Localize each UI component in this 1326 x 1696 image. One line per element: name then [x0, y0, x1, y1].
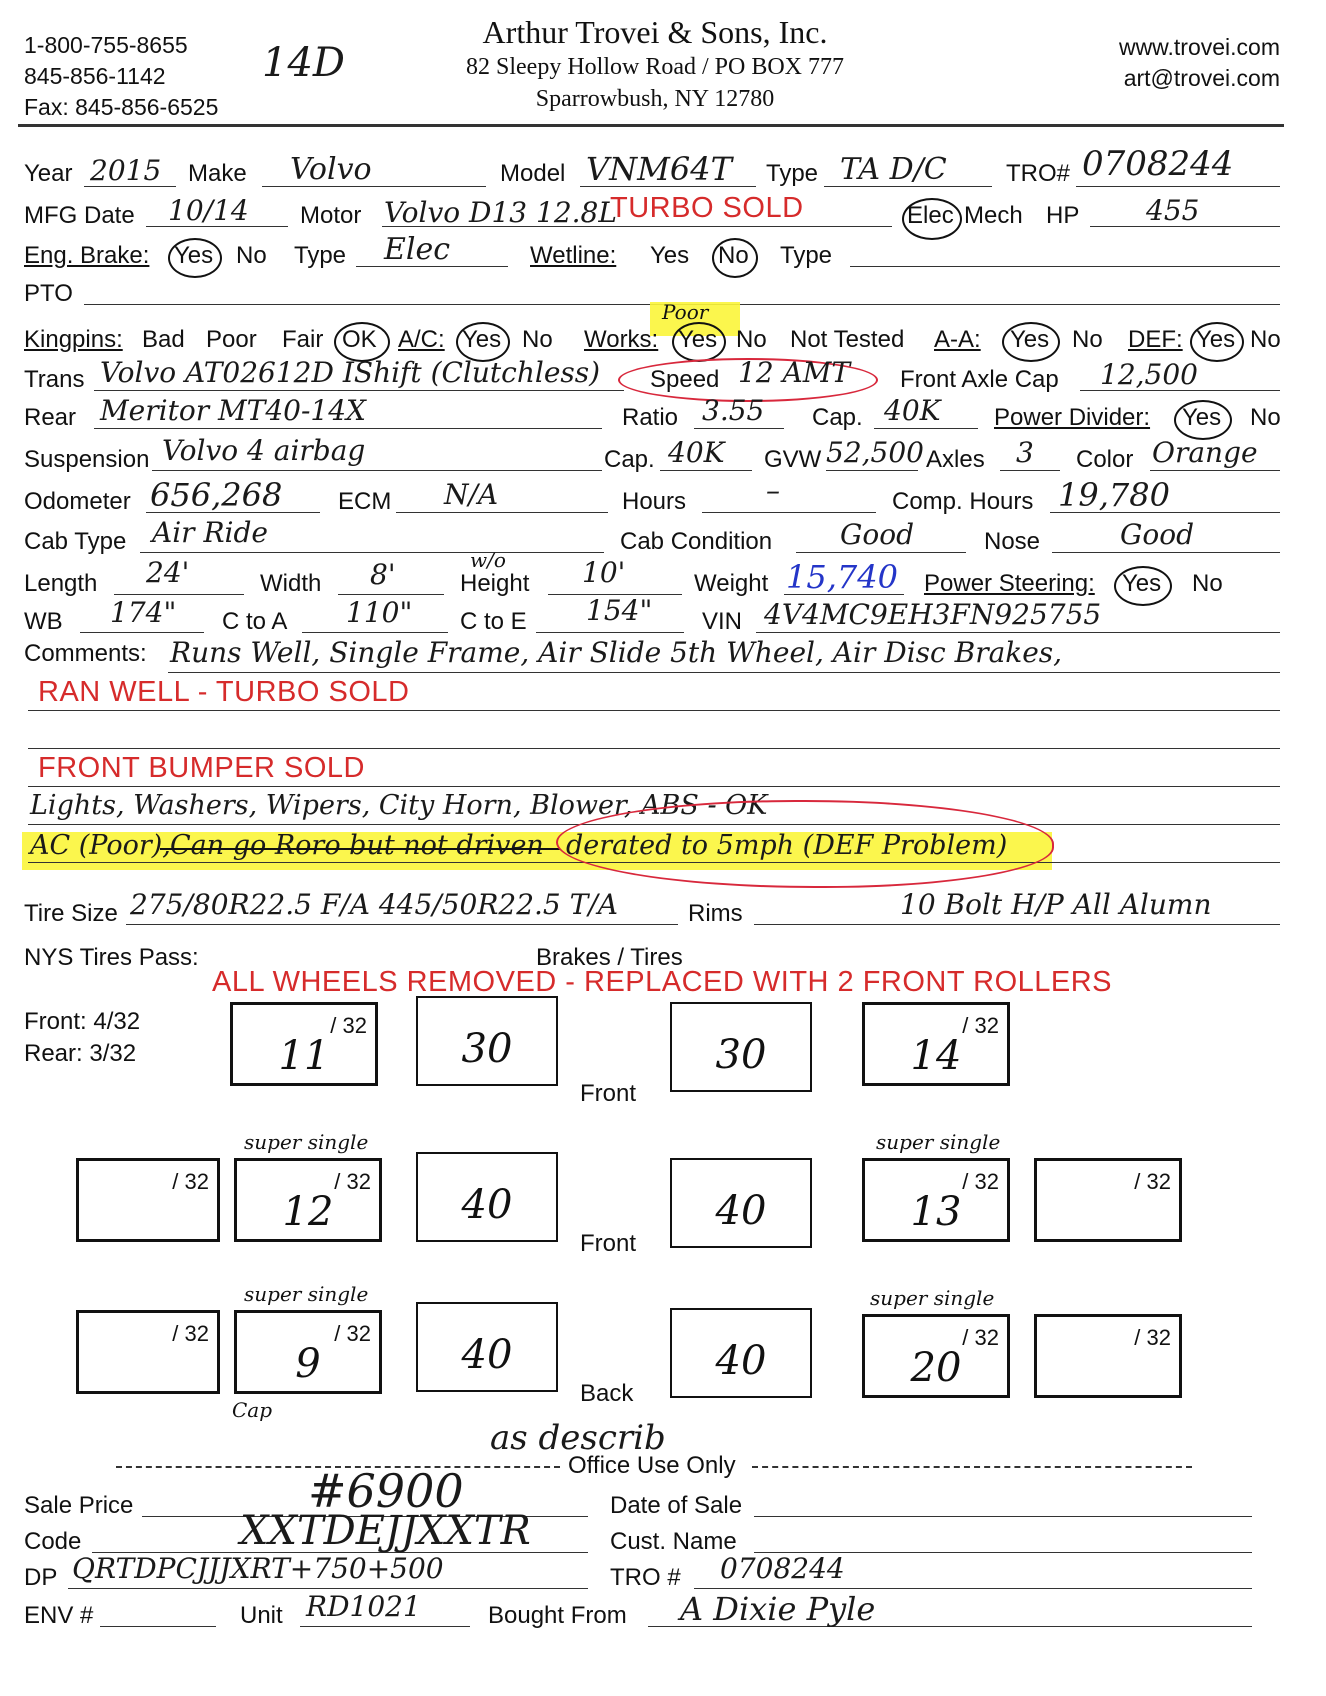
tire-frac: / 32 — [962, 1325, 999, 1350]
super-single-note-1: super single — [244, 1130, 369, 1154]
works-yes: Yes — [678, 326, 718, 353]
length-label: Length — [24, 570, 98, 597]
brake-box-mid-right — [670, 1158, 812, 1248]
gvw-line — [826, 470, 918, 471]
c-to-e-line — [536, 632, 684, 633]
env-line — [100, 1626, 216, 1627]
brake-value: 40 — [715, 1338, 767, 1384]
nose-value: Good — [1120, 518, 1195, 551]
ecm-label: ECM — [338, 488, 392, 515]
office-use-label: Office Use Only — [568, 1452, 736, 1479]
year-value: 2015 — [90, 154, 162, 187]
tire-value: 20 — [910, 1345, 962, 1391]
length-value: 24' — [146, 556, 190, 589]
motor-label: Motor — [300, 202, 362, 229]
works-label: Works: — [584, 326, 659, 353]
comments-line-3 — [28, 748, 1280, 749]
weight-label: Weight — [694, 570, 769, 597]
mfg-date-label: MFG Date — [24, 202, 135, 229]
trans-label: Trans — [24, 366, 85, 393]
make-label: Make — [188, 160, 247, 187]
ac-yes: Yes — [462, 326, 502, 353]
wetline-type-line — [850, 266, 1280, 267]
strikethrough-line — [160, 848, 560, 850]
rear-cap-line — [874, 428, 978, 429]
odometer-label: Odometer — [24, 488, 131, 515]
ac-no: No — [522, 326, 553, 353]
vin-label: VIN — [702, 608, 743, 635]
cab-type-value: Air Ride — [152, 516, 268, 549]
color-line — [1150, 470, 1280, 471]
phone-1: 1-800-755-8655 — [24, 32, 188, 58]
tire-value: 9 — [295, 1341, 321, 1387]
mech-label: Mech — [964, 202, 1023, 229]
rear-cap-value: 40K — [884, 394, 941, 427]
dp-label: DP — [24, 1564, 58, 1591]
cab-type-line — [140, 552, 604, 553]
hours-label: Hours — [622, 488, 687, 515]
tire-box-rear-inner-right — [862, 1314, 1010, 1398]
kingpins-poor: Poor — [206, 326, 257, 353]
c-to-e-value: 154" — [586, 594, 653, 627]
brake-box-rear-right — [670, 1308, 812, 1398]
brake-value: 40 — [715, 1188, 767, 1234]
power-steering-no: No — [1192, 570, 1223, 597]
tire-frac: / 32 — [1134, 1169, 1171, 1194]
brake-value: 30 — [461, 1026, 513, 1072]
wb-line — [80, 632, 204, 633]
fax: Fax: 845-856-6525 — [24, 94, 219, 120]
height-value: 10' — [582, 556, 626, 589]
kingpins-label: Kingpins: — [24, 326, 123, 353]
type-label: Type — [766, 160, 819, 187]
trans-line — [94, 390, 624, 391]
comments-front-bumper: FRONT BUMPER SOLD — [38, 752, 366, 784]
office-dash-right — [752, 1466, 1192, 1468]
comments-ac-poor: AC (Poor), — [30, 830, 171, 861]
power-divider-no: No — [1250, 404, 1281, 431]
bought-from-value: A Dixie Pyle — [680, 1590, 876, 1628]
company-name: Arthur Trovei & Sons, Inc. — [482, 14, 828, 50]
odometer-value: 656,268 — [150, 476, 283, 514]
tire-frac: / 32 — [172, 1321, 209, 1346]
header-rule — [18, 124, 1284, 127]
model-label: Model — [500, 160, 566, 187]
rear-value: Meritor MT40-14X — [100, 394, 366, 427]
cab-type-label: Cab Type — [24, 528, 127, 555]
tire-frac: / 32 — [334, 1169, 371, 1194]
motor-value: Volvo D13 12.8L — [384, 196, 617, 229]
tire-box-mid-inner-left — [234, 1158, 382, 1242]
year-label: Year — [24, 160, 73, 187]
rims-value: 10 Bolt H/P All Alumn — [900, 888, 1212, 921]
susp-cap-value: 40K — [668, 436, 725, 469]
width-label: Width — [260, 570, 322, 597]
kingpins-ok: OK — [342, 326, 377, 353]
def-no: No — [1250, 326, 1281, 353]
brake-box-mid-left — [416, 1152, 558, 1242]
front-axle-cap-label: Front Axle Cap — [900, 366, 1059, 393]
c-to-a-value: 110" — [346, 596, 413, 629]
front-label-1: Front — [580, 1080, 637, 1107]
eng-brake-no: No — [236, 242, 267, 269]
nose-label: Nose — [984, 528, 1041, 555]
rear-line — [94, 428, 602, 429]
speed-label: Speed — [650, 366, 720, 393]
works-poor-note: Poor — [662, 300, 709, 324]
rims-line — [754, 924, 1280, 925]
ratio-label: Ratio — [622, 404, 679, 431]
axles-value: 3 — [1016, 436, 1034, 469]
tire-value: 11 — [278, 1033, 330, 1079]
suspension-line — [152, 470, 602, 471]
email: art@trovei.com — [1123, 65, 1280, 91]
power-divider-label: Power Divider: — [994, 404, 1151, 431]
code-value: XXTDEJJXXTR — [240, 1508, 531, 1554]
tire-frac: / 32 — [962, 1169, 999, 1194]
tro2-label: TRO # — [610, 1564, 681, 1591]
suspension-value: Volvo 4 airbag — [162, 434, 366, 467]
eng-brake-label: Eng. Brake: — [24, 242, 150, 269]
cab-condition-value: Good — [840, 518, 915, 551]
vin-line — [756, 632, 1280, 633]
susp-cap-line — [660, 470, 752, 471]
comments-derated: derated to 5mph (DEF Problem) — [566, 830, 1008, 861]
dp-line — [68, 1588, 588, 1589]
mfg-date-value: 10/14 — [168, 194, 249, 227]
works-not-tested: Not Tested — [790, 326, 905, 353]
brake-value: 40 — [461, 1332, 513, 1378]
tire-frac: / 32 — [1134, 1325, 1171, 1350]
brakes-tires-label: Brakes / Tires — [536, 944, 683, 971]
turbo-sold-stamp: TURBO SOLD — [610, 192, 804, 224]
code-label: Code — [24, 1528, 82, 1555]
tire-size-value: 275/80R22.5 F/A 445/50R22.5 T/A — [130, 888, 618, 921]
rims-label: Rims — [688, 900, 743, 927]
weight-value: 15,740 — [786, 558, 898, 596]
brake-box-front-left — [416, 996, 558, 1086]
hours-value: – — [766, 474, 780, 507]
super-single-note-2: super single — [876, 1130, 1001, 1154]
model-value: VNM64T — [586, 150, 732, 188]
suspension-label: Suspension — [24, 446, 150, 473]
as-described-note: as describ — [490, 1418, 666, 1458]
power-steering-yes: Yes — [1122, 570, 1162, 597]
gvw-label: GVW — [764, 446, 822, 473]
company-address-2: Sparrowbush, NY 12780 — [535, 86, 775, 112]
def-label: DEF: — [1128, 326, 1183, 353]
unit-value: RD1021 — [306, 1590, 421, 1623]
cust-name-label: Cust. Name — [610, 1528, 737, 1555]
axles-line — [1000, 470, 1060, 471]
c-to-e-label: C to E — [460, 608, 527, 635]
length-line — [114, 594, 244, 595]
date-of-sale-line — [754, 1516, 1252, 1517]
comments-ran-well: RAN WELL - TURBO SOLD — [38, 676, 410, 708]
comments-lights: Lights, Washers, Wipers, City Horn, Blower, ABS - OK — [30, 790, 768, 821]
nose-line — [1052, 552, 1280, 553]
comments-line-1-text: Runs Well, Single Frame, Air Slide 5th Wheel, Air Disc Brakes, — [170, 636, 1063, 669]
tire-box-mid-outer-left — [76, 1158, 220, 1242]
tro-line — [1076, 186, 1280, 187]
sale-price-value: #6900 — [308, 1464, 464, 1518]
hp-label: HP — [1046, 202, 1080, 229]
tire-box-rear-outer-right — [1034, 1314, 1182, 1398]
wetline-label: Wetline: — [530, 242, 617, 269]
bought-from-label: Bought From — [488, 1602, 627, 1629]
brake-box-rear-left — [416, 1302, 558, 1392]
phone-2: 845-856-1142 — [24, 63, 166, 89]
kingpins-fair: Fair — [282, 326, 324, 353]
brake-value: 40 — [461, 1182, 513, 1228]
tire-size-line — [126, 924, 678, 925]
gvw-value: 52,500 — [826, 436, 924, 469]
width-value: 8' — [370, 558, 396, 591]
front-tread-label: Front: 4/32 — [24, 1008, 141, 1035]
comments-line-1 — [168, 672, 1280, 673]
tire-value: 14 — [910, 1033, 962, 1079]
tire-value: 13 — [910, 1189, 962, 1235]
aa-yes: Yes — [1010, 326, 1050, 353]
c-to-a-label: C to A — [222, 608, 288, 635]
wetline-yes: Yes — [650, 242, 690, 269]
tro-value: 0708244 — [1082, 144, 1234, 184]
derated-red-circle — [556, 800, 1054, 888]
type-value: TA D/C — [840, 152, 947, 187]
wetline-no: No — [718, 242, 749, 269]
date-of-sale-label: Date of Sale — [610, 1492, 743, 1519]
wheels-removed-stamp: ALL WHEELS REMOVED - REPLACED WITH 2 FRONT ROLLERS — [212, 966, 1113, 998]
works-no: No — [736, 326, 767, 353]
pto-label: PTO — [24, 280, 73, 307]
ratio-line — [694, 428, 784, 429]
trans-value: Volvo AT02612D IShift (Clutchless) — [100, 356, 601, 389]
super-single-note-4: super single — [870, 1286, 995, 1310]
env-label: ENV # — [24, 1602, 94, 1629]
hp-value: 455 — [1146, 194, 1200, 227]
eng-brake-type-label: Type — [294, 242, 347, 269]
def-yes: Yes — [1196, 326, 1236, 353]
make-value: Volvo — [290, 152, 372, 187]
eng-brake-yes: Yes — [174, 242, 214, 269]
ratio-value: 3.55 — [702, 394, 765, 427]
power-divider-yes: Yes — [1182, 404, 1222, 431]
c-to-a-line — [302, 632, 448, 633]
tire-size-label: Tire Size — [24, 900, 118, 927]
aa-label: A-A: — [934, 326, 981, 353]
tire-box-mid-outer-right — [1034, 1158, 1182, 1242]
company-address-1: 82 Sleepy Hollow Road / PO BOX 777 — [466, 54, 844, 80]
cab-condition-line — [796, 552, 966, 553]
sale-price-label: Sale Price — [24, 1492, 134, 1519]
tire-box-rear-inner-left — [234, 1310, 382, 1394]
wetline-type-label: Type — [780, 242, 833, 269]
comments-line-4 — [28, 786, 1280, 787]
elec-label: Elec — [907, 202, 954, 229]
unit-line — [300, 1626, 470, 1627]
tro2-line — [694, 1588, 1252, 1589]
color-label: Color — [1076, 446, 1134, 473]
rear-tread-label: Rear: 3/32 — [24, 1040, 137, 1067]
rear-cap-label: Cap. — [812, 404, 863, 431]
height-wo-note: w/o — [470, 548, 506, 572]
tire-box-front-right — [862, 1002, 1010, 1086]
back-label: Back — [580, 1380, 634, 1407]
color-value: Orange — [1152, 436, 1258, 469]
ecm-line — [396, 512, 608, 513]
tire-frac: / 32 — [330, 1013, 367, 1038]
tro-label: TRO# — [1006, 160, 1071, 187]
unit-label: Unit — [240, 1602, 283, 1629]
wb-label: WB — [24, 608, 63, 635]
nys-tires-pass-label: NYS Tires Pass: — [24, 944, 199, 971]
tire-box-mid-inner-right — [862, 1158, 1010, 1242]
comp-hours-value: 19,780 — [1058, 476, 1170, 514]
ecm-value: N/A — [444, 478, 499, 511]
tire-box-front-left — [230, 1002, 378, 1086]
website: www.trovei.com — [1118, 34, 1280, 60]
comments-label: Comments: — [24, 640, 147, 667]
width-line — [338, 594, 444, 595]
axles-label: Axles — [926, 446, 985, 473]
eng-brake-type-value: Elec — [384, 232, 451, 267]
tire-frac: / 32 — [962, 1013, 999, 1038]
front-axle-cap-value: 12,500 — [1100, 358, 1198, 391]
handwritten-note-14d: 14D — [262, 40, 345, 86]
power-steering-label: Power Steering: — [924, 570, 1095, 597]
aa-no: No — [1072, 326, 1103, 353]
comments-strikethrough-text: Can go Roro but not driven — [170, 830, 544, 861]
front-label-2: Front — [580, 1230, 637, 1257]
cab-condition-label: Cab Condition — [620, 528, 773, 555]
kingpins-bad: Bad — [142, 326, 185, 353]
tire-frac: / 32 — [172, 1169, 209, 1194]
brake-box-front-right — [670, 1002, 812, 1092]
vin-value: 4V4MC9EH3FN925755 — [764, 598, 1102, 631]
speed-value: 12 AMT — [738, 356, 851, 389]
brake-value: 30 — [715, 1032, 767, 1078]
susp-cap-label: Cap. — [604, 446, 655, 473]
dp-value: QRTDPCJJJXRT+750+500 — [72, 1552, 444, 1585]
height-label: Height — [460, 570, 530, 597]
wb-value: 174" — [110, 596, 177, 629]
hours-line — [702, 512, 876, 513]
tire-value: 12 — [282, 1189, 334, 1235]
super-single-note-3: super single — [244, 1282, 369, 1306]
ac-label: A/C: — [398, 326, 445, 353]
tire-frac: / 32 — [334, 1321, 371, 1346]
comp-hours-label: Comp. Hours — [892, 488, 1034, 515]
cap-note: Cap — [232, 1398, 273, 1422]
tro2-value: 0708244 — [720, 1552, 845, 1585]
rear-label: Rear — [24, 404, 77, 431]
comments-line-2 — [28, 710, 1280, 711]
tire-box-rear-outer-left — [76, 1310, 220, 1394]
